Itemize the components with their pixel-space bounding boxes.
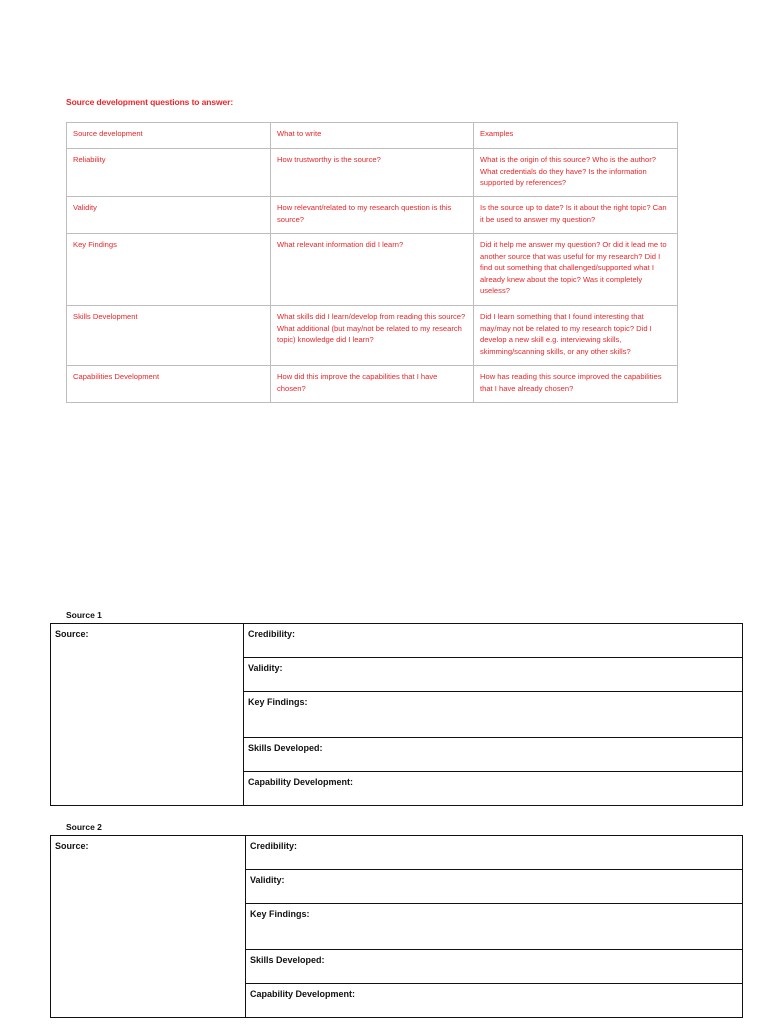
- table-cell: Examples: [474, 123, 678, 149]
- table-cell: What relevant information did I learn?: [271, 234, 474, 306]
- capability-development-field[interactable]: Capability Development:: [246, 984, 743, 1018]
- table-cell: Key Findings: [67, 234, 271, 306]
- capability-development-field[interactable]: Capability Development:: [244, 772, 743, 806]
- table-cell: Reliability: [67, 149, 271, 197]
- table-cell: Did I learn something that I found interesting that may/may not be related to my research topic? Did I develop a new skill e.g. interviewing skills, skimming/scanning skills, or any other skills?: [474, 306, 678, 366]
- table-cell: How has reading this source improved the capabilities that I have already chosen?: [474, 366, 678, 403]
- table-cell: What to write: [271, 123, 474, 149]
- table-row: [67, 234, 678, 306]
- table-cell: How did this improve the capabilities that I have chosen?: [271, 366, 474, 403]
- source-2-table: [50, 835, 743, 1018]
- key-findings-field[interactable]: Key Findings:: [244, 692, 743, 738]
- source-1-table: [50, 623, 743, 806]
- credibility-field[interactable]: Credibility:: [246, 836, 743, 870]
- source-1-label: Source 1: [66, 610, 102, 620]
- questions-table: [66, 122, 678, 403]
- table-cell: Source development: [67, 123, 271, 149]
- skills-developed-field[interactable]: Skills Developed:: [246, 950, 743, 984]
- table-cell: Did it help me answer my question? Or did it lead me to another source that was useful for my research? Did I find out something that challenged/supported what I already knew about the topic? Was it completely useless?: [474, 234, 678, 306]
- table-cell: Validity: [67, 197, 271, 234]
- source-2-label: Source 2: [66, 822, 102, 832]
- table-row: [67, 306, 678, 366]
- page-heading: Source development questions to answer:: [66, 97, 234, 107]
- validity-field[interactable]: Validity:: [246, 870, 743, 904]
- table-row: [67, 197, 678, 234]
- validity-field[interactable]: Validity:: [244, 658, 743, 692]
- source-input-cell[interactable]: Source:: [51, 836, 246, 1018]
- source-input-cell[interactable]: Source:: [51, 624, 244, 806]
- table-header-row: [67, 123, 678, 149]
- table-row: [67, 149, 678, 197]
- table-cell: Skills Development: [67, 306, 271, 366]
- table-cell: Is the source up to date? Is it about the right topic? Can it be used to answer my question?: [474, 197, 678, 234]
- table-cell: What skills did I learn/develop from reading this source? What additional (but may/not be related to my research topic) knowledge did I learn?: [271, 306, 474, 366]
- skills-developed-field[interactable]: Skills Developed:: [244, 738, 743, 772]
- table-cell: How relevant/related to my research question is this source?: [271, 197, 474, 234]
- credibility-field[interactable]: Credibility:: [244, 624, 743, 658]
- table-cell: Capabilities Development: [67, 366, 271, 403]
- table-cell: How trustworthy is the source?: [271, 149, 474, 197]
- key-findings-field[interactable]: Key Findings:: [246, 904, 743, 950]
- table-row: [67, 366, 678, 403]
- table-cell: What is the origin of this source? Who is the author? What credentials do they have? Is the information supported by references?: [474, 149, 678, 197]
